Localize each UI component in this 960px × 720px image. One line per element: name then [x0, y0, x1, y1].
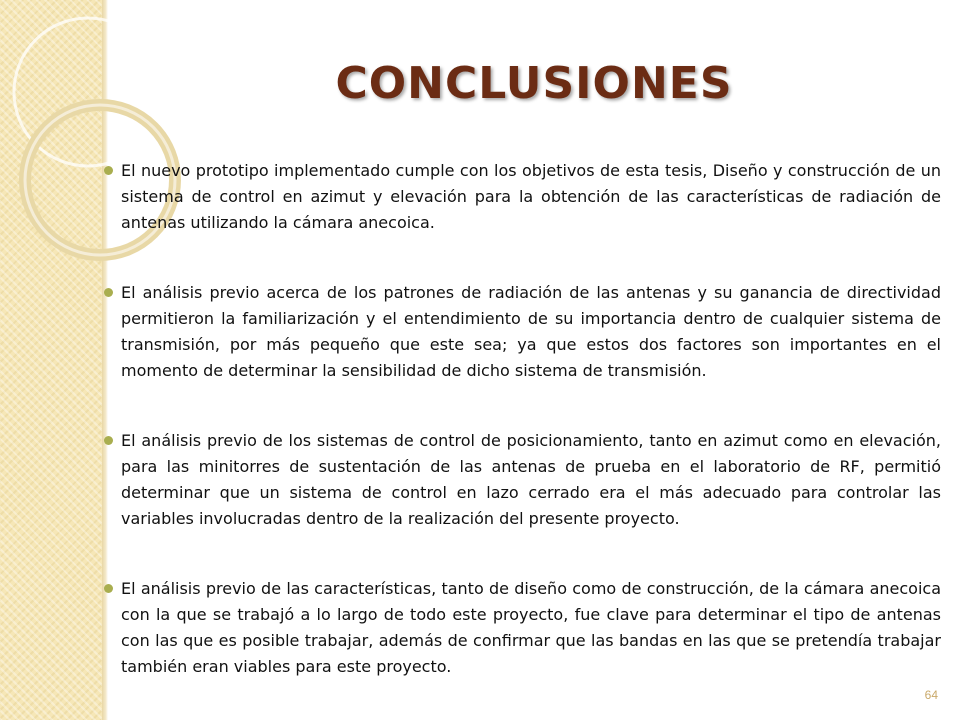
- list-item-text: El análisis previo de las características, tanto de diseño como de construcción, de la cámara anecoica con la que se trabajó a lo largo de todo este proyecto, fue clave para determinar el tipo de antenas con las que es posible trabajar, además de confirmar que las bandas en las que se pretendía trabajar también eran viables para este proyecto.: [121, 579, 941, 676]
- list-item: [121, 576, 941, 680]
- list-item: [121, 280, 941, 384]
- bullet-dot-icon: [104, 288, 113, 297]
- slide-title: CONCLUSIONES: [335, 58, 733, 109]
- list-item-text: El análisis previo de los sistemas de control de posicionamiento, tanto en azimut como en elevación, para las minitorres de sustentación de las antenas de prueba en el laboratorio de RF, permitió determinar que un sistema de control en lazo cerrado era el más adecuado para controlar las variables involucradas dentro de la realización del presente proyecto.: [121, 431, 941, 528]
- list-item-text: El análisis previo acerca de los patrones de radiación de las antenas y su ganancia de directividad permitieron la familiarización y el entendimiento de su importancia dentro de cualquier sistema de transmisión, por más pequeño que este sea; ya que estos dos factores son importantes en el momento de determinar la sensibilidad de dicho sistema de transmisión.: [121, 283, 941, 380]
- conclusions-list: [121, 158, 941, 720]
- bullet-dot-icon: [104, 584, 113, 593]
- list-item: [121, 158, 941, 236]
- bullet-dot-icon: [104, 436, 113, 445]
- list-item: [121, 428, 941, 532]
- list-item-text: El nuevo prototipo implementado cumple con los objetivos de esta tesis, Diseño y construcción de un sistema de control en azimut y elevación para la obtención de las características de radiación de antenas utilizando la cámara anecoica.: [121, 161, 941, 232]
- bullet-dot-icon: [104, 166, 113, 175]
- page-number: 64: [924, 688, 938, 702]
